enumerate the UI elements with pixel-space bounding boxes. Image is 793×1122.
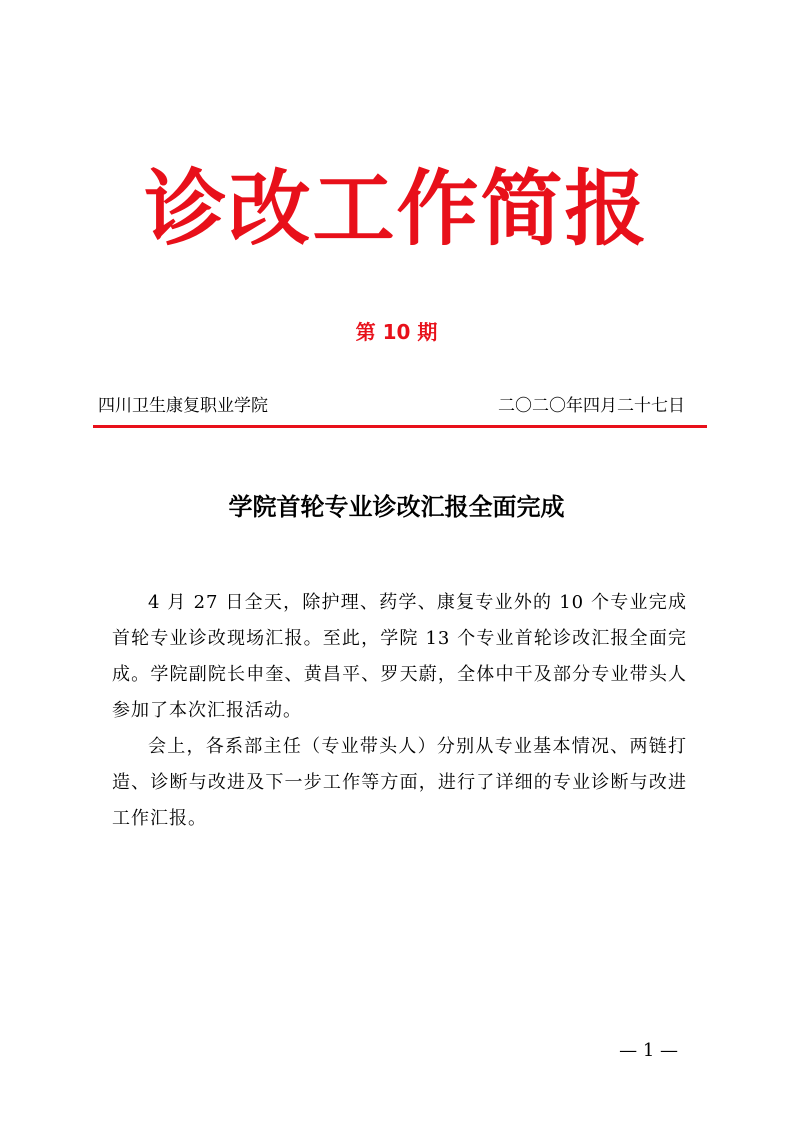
page-number: — 1 — xyxy=(619,1040,678,1061)
article-title: 学院首轮专业诊改汇报全面完成 xyxy=(228,492,565,521)
issue-number: 第 10 期 xyxy=(355,320,438,344)
organization-name: 四川卫生康复职业学院 xyxy=(98,396,268,416)
article-paragraph: 4 月 27 日全天，除护理、药学、康复专业外的 10 个专业完成首轮专业诊改现场汇报。至此，学院 13 个专业首轮诊改汇报全面完成。学院副院长申奎、黄昌平、罗天蔚，全体中干及部分专业带头人参加了本次汇报活动。 xyxy=(112,592,687,721)
bulletin-masthead-title: 诊改工作简报 xyxy=(144,162,649,257)
article-paragraph: 会上，各系部主任（专业带头人）分别从专业基本情况、两链打造、诊断与改进及下一步工作等方面，进行了详细的专业诊断与改进工作汇报。 xyxy=(112,736,687,829)
article-body xyxy=(112,585,687,837)
publication-date: 二〇二〇年四月二十七日 xyxy=(498,396,685,416)
header-divider xyxy=(93,425,707,428)
